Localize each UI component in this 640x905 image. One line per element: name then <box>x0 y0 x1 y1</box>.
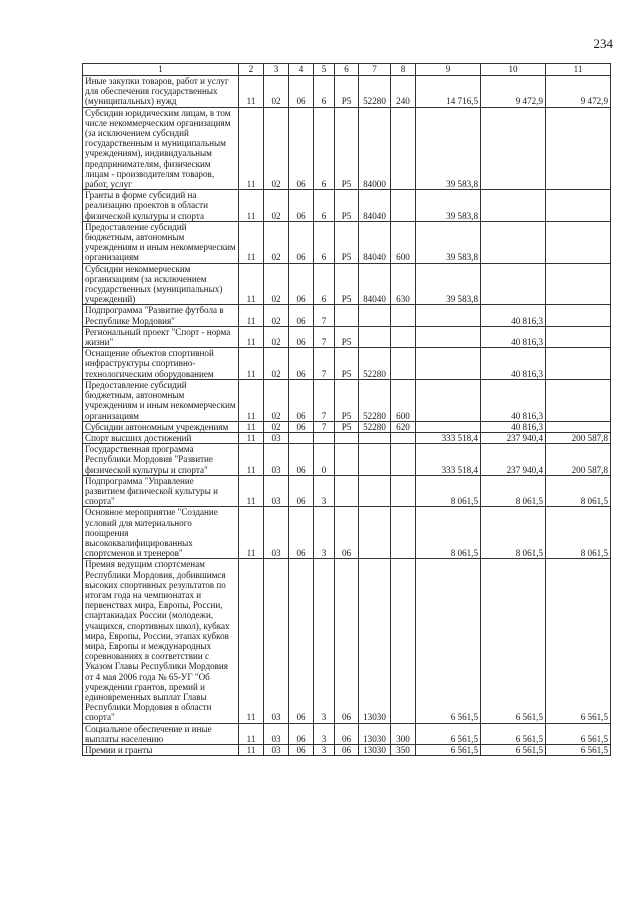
row-value-cell: 11 <box>239 507 264 559</box>
row-name-cell: Премия ведущим спортсменам Республики Мордовия, добившимся высоких спортивных результатов по итогам года на чемпионатах и первенствах мира, Европы, России, спартакиадах России (молодежи, учащихся, спортивных школ), кубках мира, Европы, России, этапах кубков мира, Европы и международных соревнованиях в соответствии с Указом Главы Республики Мордовия от 4 мая 2006 года № 65-УГ "Об учреждении грантов, премий и единовременных выплат Главы Республики Мордовия в области спорта" <box>83 559 239 723</box>
row-value-cell: 06 <box>289 559 314 723</box>
row-value-cell: 06 <box>335 507 359 559</box>
row-value-cell: 02 <box>264 107 289 190</box>
row-value-cell: P5 <box>335 379 359 421</box>
row-value-cell <box>391 444 416 476</box>
row-value-cell: 06 <box>289 76 314 108</box>
row-value-cell: 200 587,8 <box>546 444 611 476</box>
table-row <box>83 305 611 326</box>
row-value-cell <box>391 190 416 222</box>
row-value-cell <box>359 326 391 347</box>
table-row <box>83 348 611 380</box>
row-value-cell: 84040 <box>359 221 391 263</box>
row-value-cell: 52280 <box>359 421 391 432</box>
row-value-cell: P5 <box>335 326 359 347</box>
row-value-cell <box>335 432 359 443</box>
row-value-cell <box>391 348 416 380</box>
col-header: 8 <box>391 64 416 76</box>
row-value-cell: 02 <box>264 263 289 305</box>
row-value-cell: 11 <box>239 475 264 507</box>
row-value-cell: P5 <box>335 221 359 263</box>
col-header: 1 <box>83 64 239 76</box>
row-value-cell: 3 <box>314 745 335 756</box>
row-value-cell: 6 561,5 <box>481 745 546 756</box>
row-value-cell <box>481 107 546 190</box>
row-name-cell: Региональный проект "Спорт - норма жизни" <box>83 326 239 347</box>
row-value-cell: 06 <box>289 421 314 432</box>
table-row <box>83 475 611 507</box>
table-row <box>83 107 611 190</box>
row-name-cell: Предоставление субсидий бюджетным, автономным учреждениям и иным некоммерческим организациям <box>83 379 239 421</box>
row-value-cell: 11 <box>239 432 264 443</box>
row-value-cell: 03 <box>264 723 289 744</box>
row-name-cell: Премии и гранты <box>83 745 239 756</box>
row-value-cell: 11 <box>239 559 264 723</box>
row-value-cell: 7 <box>314 326 335 347</box>
row-value-cell: P5 <box>335 421 359 432</box>
row-value-cell <box>416 326 481 347</box>
row-value-cell <box>391 475 416 507</box>
row-value-cell: 333 518,4 <box>416 444 481 476</box>
row-name-cell: Государственная программа Республики Мордовия "Развитие физической культуры и спорта" <box>83 444 239 476</box>
row-value-cell <box>546 348 611 380</box>
row-value-cell <box>546 263 611 305</box>
table-row <box>83 745 611 756</box>
table-row <box>83 221 611 263</box>
row-value-cell: 03 <box>264 432 289 443</box>
row-value-cell: 39 583,8 <box>416 107 481 190</box>
row-value-cell: 06 <box>289 507 314 559</box>
row-value-cell: 11 <box>239 190 264 222</box>
col-header: 4 <box>289 64 314 76</box>
row-value-cell: 03 <box>264 559 289 723</box>
row-value-cell: 52280 <box>359 348 391 380</box>
row-value-cell <box>359 444 391 476</box>
row-value-cell: 84040 <box>359 263 391 305</box>
row-value-cell <box>391 107 416 190</box>
budget-table <box>82 63 611 756</box>
row-value-cell: 02 <box>264 421 289 432</box>
row-value-cell <box>391 432 416 443</box>
row-value-cell <box>289 432 314 443</box>
row-value-cell: 02 <box>264 379 289 421</box>
table-row <box>83 190 611 222</box>
row-value-cell: 52280 <box>359 76 391 108</box>
col-header: 5 <box>314 64 335 76</box>
row-value-cell <box>481 190 546 222</box>
row-name-cell: Оснащение объектов спортивной инфраструктуры спортивно-технологическим оборудованием <box>83 348 239 380</box>
row-value-cell: 39 583,8 <box>416 190 481 222</box>
table-row <box>83 444 611 476</box>
row-value-cell <box>416 305 481 326</box>
row-value-cell: 40 816,3 <box>481 348 546 380</box>
row-value-cell: 8 061,5 <box>546 475 611 507</box>
row-value-cell: 40 816,3 <box>481 305 546 326</box>
table-row <box>83 723 611 744</box>
row-value-cell: 03 <box>264 444 289 476</box>
row-value-cell <box>359 305 391 326</box>
row-value-cell: 39 583,8 <box>416 263 481 305</box>
row-value-cell: 237 940,4 <box>481 444 546 476</box>
row-name-cell: Подпрограмма "Развитие футбола в Республике Мордовия" <box>83 305 239 326</box>
row-value-cell: 8 061,5 <box>546 507 611 559</box>
page-number: 234 <box>593 36 613 51</box>
row-value-cell <box>546 190 611 222</box>
row-value-cell <box>416 379 481 421</box>
row-value-cell <box>481 221 546 263</box>
row-name-cell: Гранты в форме субсидий на реализацию проектов в области физической культуры и спорта <box>83 190 239 222</box>
row-value-cell: 40 816,3 <box>481 326 546 347</box>
row-value-cell <box>546 221 611 263</box>
row-value-cell: 7 <box>314 421 335 432</box>
row-value-cell: 02 <box>264 76 289 108</box>
row-value-cell: 630 <box>391 263 416 305</box>
row-name-cell: Социальное обеспечение и иные выплаты населению <box>83 723 239 744</box>
row-value-cell: P5 <box>335 76 359 108</box>
row-value-cell: 300 <box>391 723 416 744</box>
col-header: 10 <box>481 64 546 76</box>
row-value-cell: 40 816,3 <box>481 379 546 421</box>
row-value-cell: 52280 <box>359 379 391 421</box>
row-value-cell <box>335 475 359 507</box>
row-value-cell <box>391 507 416 559</box>
row-value-cell: 6 561,5 <box>416 723 481 744</box>
row-value-cell: 350 <box>391 745 416 756</box>
row-value-cell: 03 <box>264 507 289 559</box>
row-value-cell: 11 <box>239 348 264 380</box>
table-row <box>83 432 611 443</box>
row-value-cell: 240 <box>391 76 416 108</box>
row-value-cell: 600 <box>391 379 416 421</box>
row-value-cell: 6 561,5 <box>546 745 611 756</box>
table-row <box>83 76 611 108</box>
col-header: 6 <box>335 64 359 76</box>
row-value-cell: 9 472,9 <box>546 76 611 108</box>
row-value-cell: 6 <box>314 221 335 263</box>
row-value-cell: 6 561,5 <box>546 723 611 744</box>
row-name-cell: Основное мероприятие "Создание условий для материального поощрения высококвалифицированных спортсменов и тренеров" <box>83 507 239 559</box>
table-row <box>83 421 611 432</box>
row-value-cell <box>416 421 481 432</box>
row-value-cell: 8 061,5 <box>416 507 481 559</box>
row-value-cell: 7 <box>314 379 335 421</box>
row-value-cell: 600 <box>391 221 416 263</box>
row-value-cell: 39 583,8 <box>416 221 481 263</box>
row-value-cell: 200 587,8 <box>546 432 611 443</box>
row-value-cell: 06 <box>289 348 314 380</box>
row-value-cell: 333 518,4 <box>416 432 481 443</box>
row-value-cell: 06 <box>289 305 314 326</box>
row-value-cell: 3 <box>314 559 335 723</box>
row-value-cell: P5 <box>335 107 359 190</box>
col-header: 2 <box>239 64 264 76</box>
row-value-cell: 11 <box>239 444 264 476</box>
table-row <box>83 507 611 559</box>
col-header: 9 <box>416 64 481 76</box>
row-value-cell: 13030 <box>359 723 391 744</box>
row-name-cell: Предоставление субсидий бюджетным, автономным учреждениям и иным некоммерческим организациям <box>83 221 239 263</box>
row-value-cell: 11 <box>239 263 264 305</box>
row-value-cell: 6 <box>314 107 335 190</box>
row-value-cell: 7 <box>314 305 335 326</box>
row-value-cell: 06 <box>289 190 314 222</box>
row-value-cell: 03 <box>264 475 289 507</box>
row-value-cell: 6 561,5 <box>481 723 546 744</box>
row-value-cell: 6 561,5 <box>416 745 481 756</box>
row-value-cell: 620 <box>391 421 416 432</box>
row-value-cell: 237 940,4 <box>481 432 546 443</box>
row-value-cell: 06 <box>289 745 314 756</box>
row-value-cell: 11 <box>239 421 264 432</box>
row-value-cell: 06 <box>289 326 314 347</box>
row-name-cell: Иные закупки товаров, работ и услуг для обеспечения государственных (муниципальных) нужд <box>83 76 239 108</box>
row-value-cell: 06 <box>289 444 314 476</box>
table-row <box>83 326 611 347</box>
row-value-cell: 6 <box>314 263 335 305</box>
row-name-cell: Подпрограмма "Управление развитием физической культуры и спорта" <box>83 475 239 507</box>
row-value-cell: 02 <box>264 190 289 222</box>
row-value-cell: 11 <box>239 76 264 108</box>
row-value-cell: 6 561,5 <box>481 559 546 723</box>
row-value-cell: 06 <box>289 475 314 507</box>
row-value-cell: 0 <box>314 444 335 476</box>
row-name-cell: Субсидии автономным учреждениям <box>83 421 239 432</box>
row-value-cell: 11 <box>239 305 264 326</box>
row-value-cell <box>314 432 335 443</box>
row-value-cell: 03 <box>264 745 289 756</box>
table-row <box>83 379 611 421</box>
row-value-cell <box>416 348 481 380</box>
row-value-cell: 7 <box>314 348 335 380</box>
row-value-cell: 06 <box>289 723 314 744</box>
col-header: 3 <box>264 64 289 76</box>
col-header: 7 <box>359 64 391 76</box>
row-value-cell: 6 561,5 <box>416 559 481 723</box>
row-name-cell: Субсидии некоммерческим организациям (за исключением государственных (муниципальных) учреждений) <box>83 263 239 305</box>
row-value-cell <box>359 507 391 559</box>
row-value-cell <box>546 305 611 326</box>
row-value-cell: 40 816,3 <box>481 421 546 432</box>
row-value-cell: 11 <box>239 723 264 744</box>
row-value-cell <box>481 263 546 305</box>
row-value-cell <box>391 559 416 723</box>
row-value-cell: 13030 <box>359 745 391 756</box>
row-value-cell: 8 061,5 <box>416 475 481 507</box>
row-name-cell: Субсидии юридическим лицам, в том числе некоммерческим организациям (за исключением субсидий государственным и муниципальным учреждениям), индивидуальным предпринимателям, физическим лицам - производителям товаров, работ, услуг <box>83 107 239 190</box>
row-value-cell: 06 <box>335 745 359 756</box>
row-value-cell: P5 <box>335 190 359 222</box>
row-value-cell: 3 <box>314 475 335 507</box>
col-header: 11 <box>546 64 611 76</box>
table-row <box>83 263 611 305</box>
row-value-cell <box>359 475 391 507</box>
row-value-cell <box>546 421 611 432</box>
row-value-cell: 06 <box>335 559 359 723</box>
row-value-cell: 6 <box>314 76 335 108</box>
row-value-cell <box>391 305 416 326</box>
row-value-cell: 9 472,9 <box>481 76 546 108</box>
row-value-cell: 06 <box>335 723 359 744</box>
row-value-cell: 11 <box>239 745 264 756</box>
row-name-cell: Спорт высших достижений <box>83 432 239 443</box>
row-value-cell: 11 <box>239 326 264 347</box>
row-value-cell: 06 <box>289 379 314 421</box>
row-value-cell: 6 <box>314 190 335 222</box>
row-value-cell: 02 <box>264 305 289 326</box>
table-row <box>83 559 611 723</box>
row-value-cell: 06 <box>289 221 314 263</box>
row-value-cell <box>335 444 359 476</box>
row-value-cell: 3 <box>314 507 335 559</box>
row-value-cell: 11 <box>239 221 264 263</box>
row-value-cell: 02 <box>264 221 289 263</box>
row-value-cell: 8 061,5 <box>481 507 546 559</box>
row-value-cell <box>546 107 611 190</box>
row-value-cell: P5 <box>335 348 359 380</box>
row-value-cell: 8 061,5 <box>481 475 546 507</box>
row-value-cell: 84000 <box>359 107 391 190</box>
row-value-cell: 14 716,5 <box>416 76 481 108</box>
row-value-cell: 11 <box>239 379 264 421</box>
row-value-cell: 02 <box>264 326 289 347</box>
row-value-cell: P5 <box>335 263 359 305</box>
row-value-cell <box>391 326 416 347</box>
row-value-cell: 3 <box>314 723 335 744</box>
row-value-cell <box>335 305 359 326</box>
row-value-cell: 02 <box>264 348 289 380</box>
row-value-cell: 13030 <box>359 559 391 723</box>
row-value-cell <box>359 432 391 443</box>
header-row <box>83 64 611 76</box>
row-value-cell <box>546 379 611 421</box>
row-value-cell: 06 <box>289 263 314 305</box>
row-value-cell: 84040 <box>359 190 391 222</box>
row-value-cell <box>546 326 611 347</box>
row-value-cell: 6 561,5 <box>546 559 611 723</box>
row-value-cell: 06 <box>289 107 314 190</box>
row-value-cell: 11 <box>239 107 264 190</box>
